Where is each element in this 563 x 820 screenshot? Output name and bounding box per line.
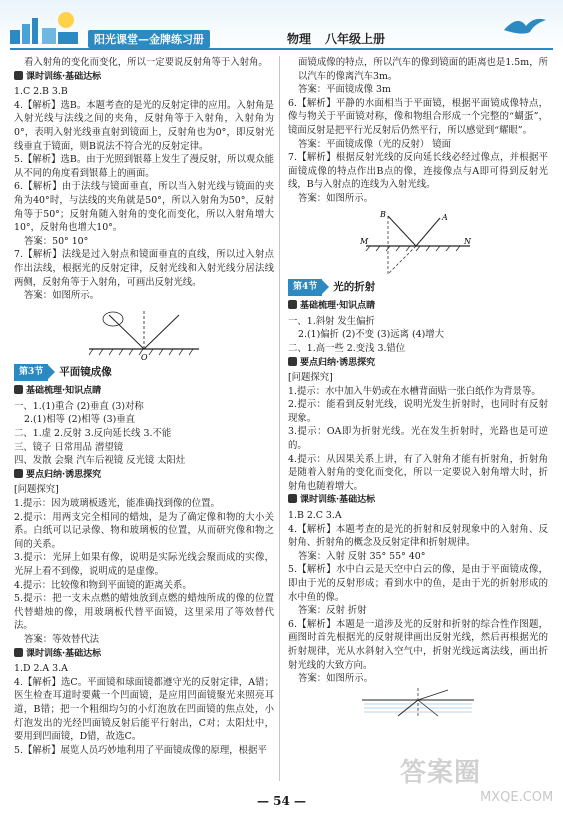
hint-3: 3.提示：OA即为折射光线。光在发生折射时，光路也是可逆的。 [288,426,548,452]
grade-label: 八年级上册 [325,32,386,46]
answer-c-4-result: 答案：入射 反射 35° 55° 40° [298,550,426,562]
section-badge: 第4节 [288,279,322,297]
subject-label: 物理 [287,32,312,46]
hint-1: 1.提示：水中加入牛奶或在水槽背面贴一张白纸作为背景等。 [288,385,541,397]
intro-text: 看入射角的变化而变化，所以一定要说反射角等于入射角。 [24,57,268,68]
basic-line-3: 二、1.高一些 2.变浅 3.错位 [288,342,406,354]
left-column [14,56,274,757]
mirror-diagram [358,208,478,276]
page-number: — 54 — [256,794,307,808]
question-explore: [问题探究] [288,372,333,384]
hint-5: 5.提示：把一支未点燃的蜡烛放到点燃的蜡烛所成的像的位置代替蜡烛的像，用玻璃板代替平面镜，这里采用了等效替代法。 [14,593,274,632]
right-column [288,56,548,720]
right-answer-7: 7.【解析】根据反射光线的反向延长线必经过像点，并根据平面镜成像的特点作出B点的像，连接像点与A即可得到反射光线，B与入射点的连线为入射光线。 [288,152,548,191]
section-4-heading [288,279,548,297]
point-a-label: A [442,212,448,222]
header-rule [10,48,553,50]
reflection-diagram [79,305,209,361]
refraction-diagram [358,688,478,718]
basic-line-1: 一、1.(1)重合 (2)垂直 (3)对称 [14,400,144,412]
section-3-heading [14,364,274,382]
hint-4: 4.提示：从因果关系上讲，有了入射角才能有折射角，折射角是随着入射角的变化而变化，所以一定要说入射角增大时，折射角也随着增大。 [288,453,548,492]
answer-7-result: 答案：如图所示。 [24,290,100,302]
hint-2: 2.提示：用两支完全相同的蜡烛，是为了确定像和物的大小关系。白纸可以记录像、物和玻璃板的位置，从而研究像和物之间的关系。 [14,511,274,550]
tag-marker-icon [288,494,297,503]
basic-line-2: 2.(1)偏折 (2)不变 (3)远离 (4)增大 [298,329,445,341]
question-explore: [问题探究] [14,484,59,496]
right-answer-6-result: 答案：平面镜成像（光的反射） 镜面 [298,138,451,150]
section-title: 光的折射 [333,280,376,293]
point-o-label: O [141,352,148,361]
course-training-tag: 课时训练·基础达标 [14,71,101,85]
tag-marker-icon [14,469,23,478]
hint-4: 4.提示：比较像和物到平面镜的距离关系。 [14,579,192,591]
hint-5-answer: 答案：等效替代法 [24,633,100,645]
basic-line-1: 一、1.斜射 发生偏折 [288,315,375,327]
basic-line-3: 二、1.虚 2.反射 3.反向延长线 3.不能 [14,428,172,440]
tag-marker-icon [288,357,297,366]
section-title: 平面镜成像 [59,365,112,378]
right-answer-6: 6.【解析】平静的水面相当于平面镜，根据平面镜成像特点，像与物关于平面镜对称，像和物组合形成一个完整的“蝴蛋”，镜面反射是把平行光反射后仍然平行，所以感觉到“耀眼”。 [288,97,548,136]
series-title: 阳光课堂—金牌练习册 [88,30,210,48]
tag-marker-icon [14,385,23,394]
column-divider [279,56,280,781]
answer-c-4: 4.【解析】本题考查的是光的折射和反射现象中的入射角、反射角、折射角的概念及反射定律和折射规律。 [288,523,548,549]
tag-marker-icon [288,300,297,309]
tag-marker-icon [14,648,23,657]
answer-b-5: 5.【解析】展览人员巧妙地利用了平面镜成像的原理，根据平 [14,744,267,756]
answer-b-4: 4.【解析】选C。平面镜和球面镜都遵守光的反射定律，A错；医生检查耳道时要戴一个凹面镜，是应用凹面镜聚光来照亮耳道，B错；把一个粗细均匀的小灯泡放在凹面镜的焦点处，小灯泡发出的光经凹面镜反射后能平行射出，C对；太阳灶中，要用到凹面镜，D错，故选C。 [14,676,274,743]
basic-tag: 基础梳理·知识点睛 [288,300,375,314]
section-arrow-icon [322,280,329,294]
hint-2: 2.提示：能看到反射光线，说明光发生折射时，也同时有反射现象。 [288,399,548,424]
right-cont-1: 面镜成像的特点，所以汽车的像到镜面的距离也是1.5m，所以汽车的像离汽车3m。 [298,57,548,82]
answer-c-5-result: 答案：反射 折射 [298,605,367,617]
section-badge: 第3节 [14,364,48,382]
course-training-tag: 课时训练·基础达标 [288,494,375,508]
section-arrow-icon [48,365,55,379]
answer-7: 7.【解析】法线是过入射点和镜面垂直的直线，所以过入射点作出法线，根据光的反射定律，反射光线和入射光线分居法线两侧，反射角等于入射角，可画出反射光线。 [14,249,274,288]
answer-6: 6.【解析】由于法线与镜面垂直，所以当入射光线与镜面的夹角为40°时，与法线的夹角就是50°，所以入射角为50°，反射角等于50°；反射角随入射角的变化而变化，所以入射角增大10°，反射角也增大10°。 [14,181,274,234]
answer-4: 4.【解析】选B。本题考查的是光的反射定律的应用。入射角是入射光线与法线之间的夹角，反射角等于入射角，入射角为0°，表明入射光线垂直射到镜面上，反射角也为0°，即反射光线垂直于镜面，则B说法不符合光的反射定律。 [14,99,274,152]
point-b-label: B [380,209,386,219]
answer-c-6-result: 答案：如图所示。 [298,673,374,685]
watermark-logo: 答案圈 [400,758,482,788]
bird-icon [500,12,550,40]
focus-tag: 要点归纳·诱思探究 [14,469,101,483]
answer-c-5: 5.【解析】水中白云是天空中白云的像，是由于平面镜成像，即由于光的反射形成；看到水中的鱼，是由于光的折射形成的水中鱼的像。 [288,564,548,603]
header-banner [0,0,563,52]
right-answer-7-result: 答案：如图所示。 [298,192,374,204]
answer-1-3: 1.C 2.B 3.B [14,86,68,98]
hint-3: 3.提示：光屏上如果有像，说明是实际光线会聚而成的实像，光屏上看不到像，说明成的是虚像。 [14,552,274,577]
basic-tag: 基础梳理·知识点睛 [14,385,101,399]
course-training-tag-2: 课时训练·基础达标 [14,648,101,662]
answer-5: 5.【解析】选B。由于光照到银幕上发生了漫反射，所以观众能从不同的角度看到银幕上的画面。 [14,154,274,179]
answer-6-result: 答案：50° 10° [24,235,89,247]
right-cont-1-answer: 答案：平面镜成像 3m [298,84,391,96]
answer-b-1-3: 1.D 2.A 3.A [14,663,68,675]
focus-tag: 要点归纳·诱思探究 [288,357,375,371]
point-n-label: N [464,236,471,246]
basic-line-2: 2.(1)相等 (2)相等 (3)垂直 [24,414,135,426]
point-m-label: M [360,236,369,246]
tag-marker-icon [14,71,23,80]
answer-c-1-3: 1.B 2.C 3.A [288,510,342,522]
watermark-url: MXQE.COM [480,790,554,805]
basic-line-5: 四、发散 会聚 汽车后视镜 反光镜 太阳灶 [14,455,186,467]
basic-line-4: 三、镜子 日常用品 潜望镜 [14,441,124,453]
answer-c-6: 6.【解析】本题是一道涉及光的反射和折射的综合性作图题，画图时首先根据光的反射规律画出反射光线，然后再根据光的折射规律，光从水斜射入空气中，折射光线远离法线，画出折射光线的大致方向。 [288,618,548,671]
hint-1: 1.提示：因为玻璃板透光，能准确找到像的位置。 [14,498,220,510]
